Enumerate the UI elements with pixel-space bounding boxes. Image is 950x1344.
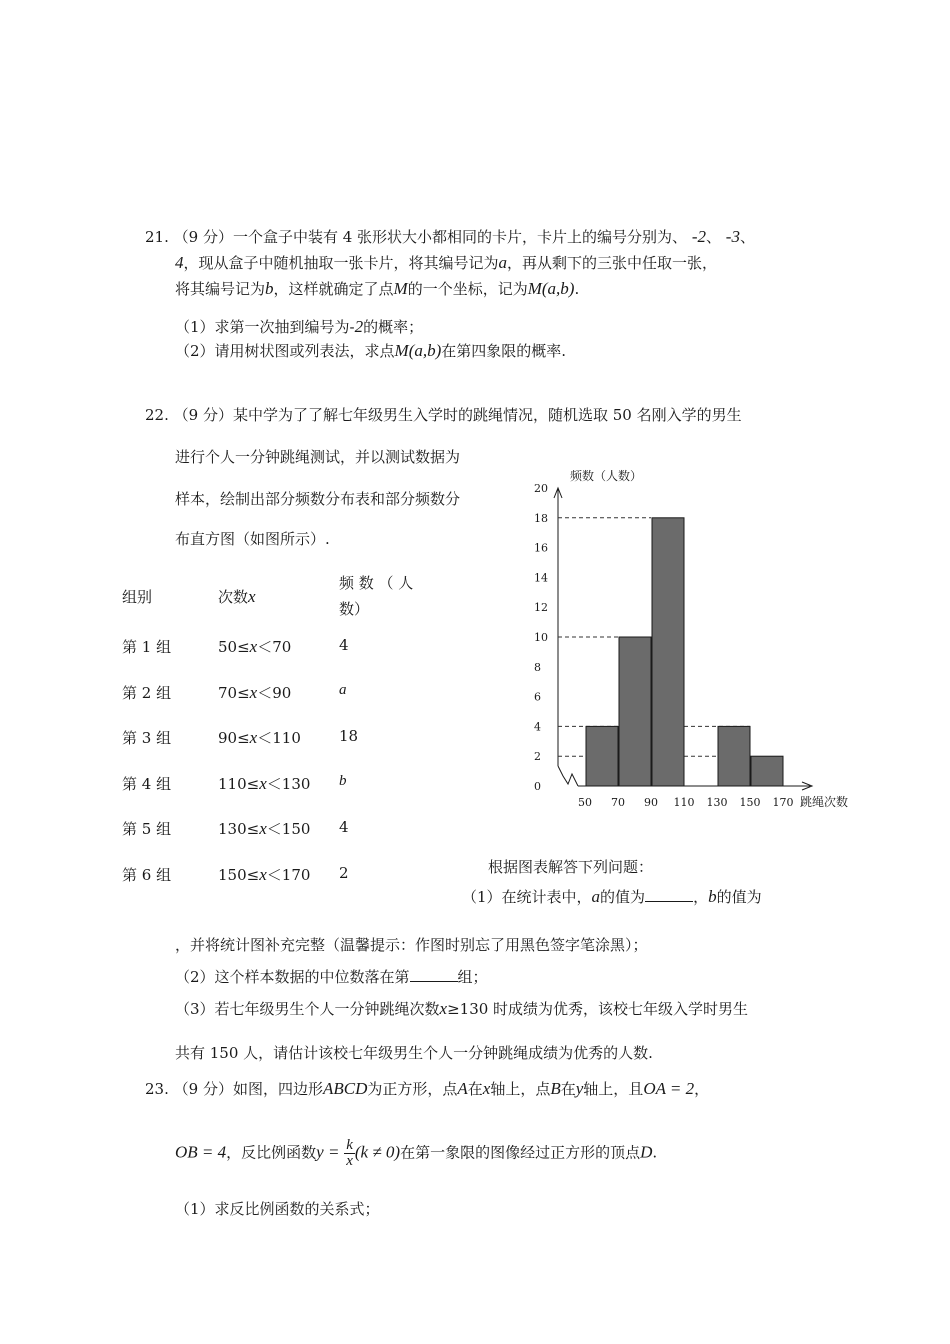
table-row-freq: a <box>339 682 347 698</box>
q22-sub1-text: 的值为 <box>600 888 646 906</box>
table-header-count-label: 次数 <box>218 588 249 606</box>
q23-x-axis: x <box>482 1079 491 1098</box>
q22-sub1 <box>462 886 762 907</box>
q21-text: 的一个坐标，记为 <box>407 280 528 298</box>
y-tick-label: 12 <box>534 601 548 615</box>
y-axis-title: 频数（人数） <box>570 469 643 483</box>
x-tick-label: 130 <box>706 796 728 809</box>
x-tick-label: 170 <box>772 796 794 809</box>
q23-text: 轴上，且 <box>583 1080 644 1098</box>
x-axis-title: 跳绳次数 <box>800 795 849 809</box>
table-row-group: 第 2 组 <box>122 684 172 702</box>
q22-sub3-line2: 共有 150 人，请估计该校七年级男生个人一分钟跳绳成绩为优秀的人数. <box>175 1044 653 1062</box>
y-tick-label: 16 <box>534 541 548 555</box>
y-tick-label: 4 <box>534 720 541 734</box>
q23-text: 为正方形，点 <box>367 1080 458 1098</box>
table-range-part: ≤ <box>237 729 250 747</box>
table-range-part: x <box>259 865 267 884</box>
q21-sub1-val: 2 <box>354 317 364 336</box>
y-tick-label: 6 <box>534 690 541 704</box>
table-range-part: 110 <box>218 775 247 793</box>
q22-sub2-text: 组； <box>457 968 488 986</box>
table-range-part: 170 <box>281 866 311 884</box>
q21-val-4: 4 <box>175 253 184 272</box>
table-range-part: x <box>249 683 258 702</box>
table-range-part: ＜ <box>266 866 282 884</box>
q22-sub1-var-b: b <box>708 887 717 906</box>
q22-line3: 样本，绘制出部分频数分布表和部分频数分 <box>175 490 461 508</box>
q21-line2 <box>175 252 717 273</box>
q21-sep: 、 <box>739 228 755 246</box>
histogram-bar <box>586 726 618 786</box>
q21-line1 <box>145 226 755 247</box>
y-tick-label: 18 <box>534 511 548 525</box>
table-range-part: 90 <box>272 684 292 702</box>
q23-y-axis: y <box>575 1079 584 1098</box>
table-range-part: ＜ <box>257 638 273 656</box>
q23-text: 在第一象限的图像经过正方形的顶点 <box>400 1143 641 1162</box>
histogram-bar <box>718 726 750 786</box>
q21-text: . <box>574 280 580 298</box>
y-tick-label: 10 <box>534 631 548 644</box>
table-row-group: 第 6 组 <box>122 866 172 884</box>
table-range-part: ≤ <box>237 638 250 656</box>
q23-text: 轴上，点 <box>490 1080 551 1098</box>
table-row-freq: 4 <box>339 636 349 654</box>
q21-var-a: a <box>498 253 508 272</box>
table-row-range <box>218 682 291 703</box>
q21-val-neg2: -2 <box>691 227 706 246</box>
q22-sub1-line2: ，并将统计图补充完整（温馨提示：作图时别忘了用黑色签字笔涂黑）； <box>175 936 648 954</box>
table-range-part: x <box>259 774 267 793</box>
q22-sub1-text: （1）在统计表中， <box>462 888 592 906</box>
q22-text: 某中学为了了解七年级男生入学时的跳绳情况，随机选取 50 名刚入学的男生 <box>232 406 742 424</box>
q21-sub1 <box>175 316 423 337</box>
x-tick-label: 90 <box>644 796 658 809</box>
table-header-freq: 频 数 （ 人 <box>339 574 414 592</box>
histogram-bar <box>751 756 783 786</box>
table-range-part: 130 <box>281 775 311 793</box>
answer-blank[interactable] <box>410 967 458 982</box>
y-tick-label: 0 <box>534 780 541 793</box>
x-tick-label: 150 <box>739 796 761 809</box>
q22-sub1-text: 的值为 <box>716 888 762 906</box>
q23-score: （9 分） <box>173 1080 233 1098</box>
q23-square: ABCD <box>322 1079 368 1098</box>
table-range-part: 70 <box>272 638 292 656</box>
table-row-freq: 18 <box>339 727 359 745</box>
table-range-part: 50 <box>218 638 238 656</box>
table-range-part: x <box>259 819 267 838</box>
q22-sub3 <box>175 998 748 1019</box>
q23-number: 23. <box>145 1080 169 1098</box>
q22-number: 22. <box>145 406 169 424</box>
q23-frac-num: k <box>346 1137 353 1153</box>
q21-sub2-text: （2）请用树状图或列表法，求点 <box>175 342 395 360</box>
q23-point-B: B <box>550 1079 561 1098</box>
table-row-group: 第 5 组 <box>122 820 172 838</box>
table-range-part: ≤ <box>246 820 260 838</box>
table-row-range <box>218 727 301 748</box>
table-range-part: ＜ <box>266 775 282 793</box>
table-range-part: ＜ <box>257 729 273 747</box>
q23-OB: OB = 4 <box>175 1142 227 1162</box>
table-range-part: x <box>249 728 258 747</box>
q21-var-b: b <box>265 279 274 298</box>
table-range-part: ≤ <box>237 684 250 702</box>
q23-text: ， <box>694 1080 710 1098</box>
y-tick-label: 14 <box>534 571 548 585</box>
y-tick-label: 8 <box>534 660 541 674</box>
q21-text: ，这样就确定了点 <box>273 280 394 298</box>
table-row-freq: 2 <box>339 864 349 882</box>
q23-text: 如图，四边形 <box>232 1080 323 1098</box>
table-header-var: x <box>248 587 256 606</box>
q21-sep: 、 <box>706 228 722 246</box>
table-row-range <box>218 636 291 657</box>
q21-sub2-point: M(a,b) <box>394 341 442 360</box>
table-range-part: ≤ <box>246 775 260 793</box>
q23-OA: OA = 2 <box>643 1079 695 1098</box>
table-row-freq: b <box>339 773 347 789</box>
q23-frac-den: x <box>346 1153 353 1169</box>
q23-sub1: （1）求反比例函数的关系式； <box>175 1200 380 1218</box>
table-row-group: 第 1 组 <box>122 638 172 656</box>
table-header-freq-cont: 数） <box>339 600 370 618</box>
q21-sub2-text: 在第四象限的概率. <box>441 342 567 360</box>
table-header-group: 组别 <box>122 588 153 606</box>
q22-answer-intro: 根据图表解答下列问题： <box>488 858 654 876</box>
table-row-group: 第 3 组 <box>122 729 172 747</box>
table-row-range <box>218 818 310 839</box>
q21-sub2 <box>175 340 566 361</box>
q22-sub2 <box>175 966 488 987</box>
q21-score: （9 分） <box>173 228 233 246</box>
table-row-freq: 4 <box>339 818 349 836</box>
q21-val-neg3: -3 <box>725 227 740 246</box>
q21-line3 <box>175 278 579 299</box>
axis-break <box>558 766 578 786</box>
q23-text: 在 <box>560 1080 576 1098</box>
table-row-range <box>218 864 310 885</box>
table-row-group: 第 4 组 <box>122 775 172 793</box>
q21-text: ，现从盒子中随机抽取一张卡片，将其编号记为 <box>183 254 499 272</box>
q23-text: . <box>652 1143 658 1162</box>
table-range-part: x <box>249 637 258 656</box>
q21-point-M: M(a,b) <box>527 279 575 298</box>
q22-sub2-text: （2）这个样本数据的中位数落在第 <box>175 968 410 986</box>
q23-point-D: D <box>640 1142 653 1162</box>
histogram-bar <box>652 518 684 786</box>
table-range-part: 90 <box>218 729 238 747</box>
q21-text: 将其编号记为 <box>175 280 266 298</box>
histogram-bar <box>619 637 651 786</box>
table-range-part: ＜ <box>266 820 282 838</box>
y-tick-label: 20 <box>534 482 548 495</box>
q22-sub3-var: x <box>439 999 448 1018</box>
table-range-part: 130 <box>218 820 247 838</box>
q21-sub1-text: （1）求第一次抽到编号为- <box>175 318 355 336</box>
q22-score: （9 分） <box>173 406 233 424</box>
q23-line1 <box>145 1078 709 1099</box>
q21-var-M: M <box>393 279 408 298</box>
q21-sub1-text: 的概率； <box>363 318 424 336</box>
q23-func-cond: (k ≠ 0) <box>354 1142 401 1162</box>
q22-line4: 布直方图（如图所示）. <box>175 530 330 548</box>
q21-number: 21. <box>145 228 169 246</box>
q22-line2: 进行个人一分钟跳绳测试，并以测试数据为 <box>175 448 461 466</box>
q21-text: 一个盒子中装有 4 张形状大小都相同的卡片，卡片上的编号分别为、 <box>232 228 688 246</box>
table-range-part: ＜ <box>257 684 273 702</box>
q23-line2 <box>175 1138 657 1169</box>
table-range-part: 70 <box>218 684 238 702</box>
q23-text: ，反比例函数 <box>226 1143 317 1162</box>
x-tick-label: 110 <box>673 796 695 809</box>
q22-sub1-var-a: a <box>591 887 601 906</box>
q22-sub3-text: ≥130 时成绩为优秀，该校七年级入学时男生 <box>447 1000 749 1018</box>
x-tick-label: 50 <box>578 796 592 809</box>
q23-text: 在 <box>467 1080 483 1098</box>
table-range-part: 150 <box>281 820 311 838</box>
q22-sub3-text: （3）若七年级男生个人一分钟跳绳次数 <box>175 1000 440 1018</box>
x-tick-label: 70 <box>611 796 625 809</box>
table-range-part: 110 <box>272 729 301 747</box>
y-tick-label: 2 <box>534 750 541 764</box>
q23-point-A: A <box>457 1079 468 1098</box>
q22-line1 <box>145 404 742 425</box>
answer-blank[interactable] <box>645 887 693 902</box>
q22-sub1-text: ， <box>693 888 709 906</box>
table-header-count <box>218 586 256 607</box>
q21-text: ，再从剩下的三张中任取一张， <box>507 254 718 272</box>
q23-func-y: y = <box>316 1142 340 1162</box>
histogram-chart <box>510 462 870 822</box>
table-row-range <box>218 773 310 794</box>
q23-fraction <box>344 1138 355 1169</box>
table-range-part: ≤ <box>246 866 260 884</box>
table-range-part: 150 <box>218 866 247 884</box>
